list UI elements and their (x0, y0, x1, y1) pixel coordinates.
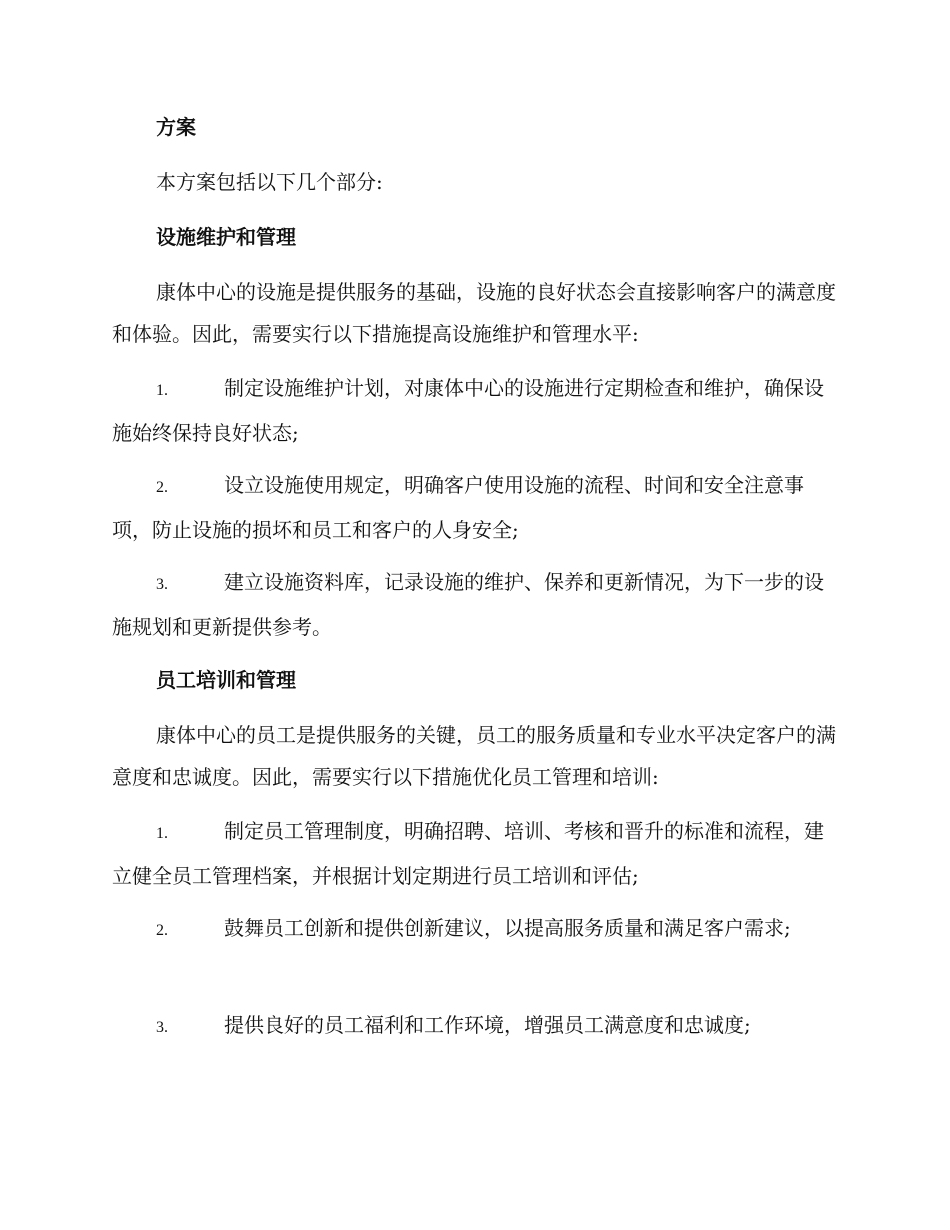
list-item-number: 1. (156, 825, 168, 842)
list-item (112, 810, 840, 897)
list-item-number: 2. (156, 479, 168, 496)
section-heading-staff: 员工培训和管理 (156, 668, 296, 692)
list-item-number: 3. (156, 1019, 168, 1036)
list-item-text: 制定员工管理制度，明确招聘、培训、考核和晋升的标准和流程，建立健全员工管理档案，并根据计划定期进行员工培训和评估; (112, 819, 824, 888)
list-item (112, 1004, 840, 1049)
list-item-text: 建立设施资料库，记录设施的维护、保养和更新情况，为下一步的设施规划和更新提供参考。 (112, 570, 824, 639)
list-item-text: 设立设施使用规定，明确客户使用设施的流程、时间和安全注意事项，防止设施的损坏和员工和客户的人身安全; (112, 473, 804, 542)
list-item-number: 3. (156, 576, 168, 593)
list-item (112, 561, 840, 648)
list-item-number: 2. (156, 922, 168, 939)
section-paragraph-facilities: 康体中心的设施是提供服务的基础，设施的良好状态会直接影响客户的满意度和体验。因此，需要实行以下措施提高设施维护和管理水平: (112, 280, 836, 346)
intro-paragraph: 本方案包括以下几个部分: (156, 170, 383, 194)
list-item (112, 367, 840, 454)
document-title: 方案 (156, 115, 196, 139)
list-item-text: 鼓舞员工创新和提供创新建议，以提高服务质量和满足客户需求; (224, 916, 791, 940)
list-item (112, 907, 840, 952)
list-item-text: 制定设施维护计划，对康体中心的设施进行定期检查和维护，确保设施始终保持良好状态; (112, 376, 824, 445)
list-item-number: 1. (156, 382, 168, 399)
list-item-text: 提供良好的员工福利和工作环境，增强员工满意度和忠诚度; (224, 1013, 751, 1037)
list-item (112, 464, 840, 551)
section-heading-facilities: 设施维护和管理 (156, 225, 296, 249)
section-paragraph-staff: 康体中心的员工是提供服务的关键，员工的服务质量和专业水平决定客户的满意度和忠诚度。因此，需要实行以下措施优化员工管理和培训: (112, 723, 836, 789)
